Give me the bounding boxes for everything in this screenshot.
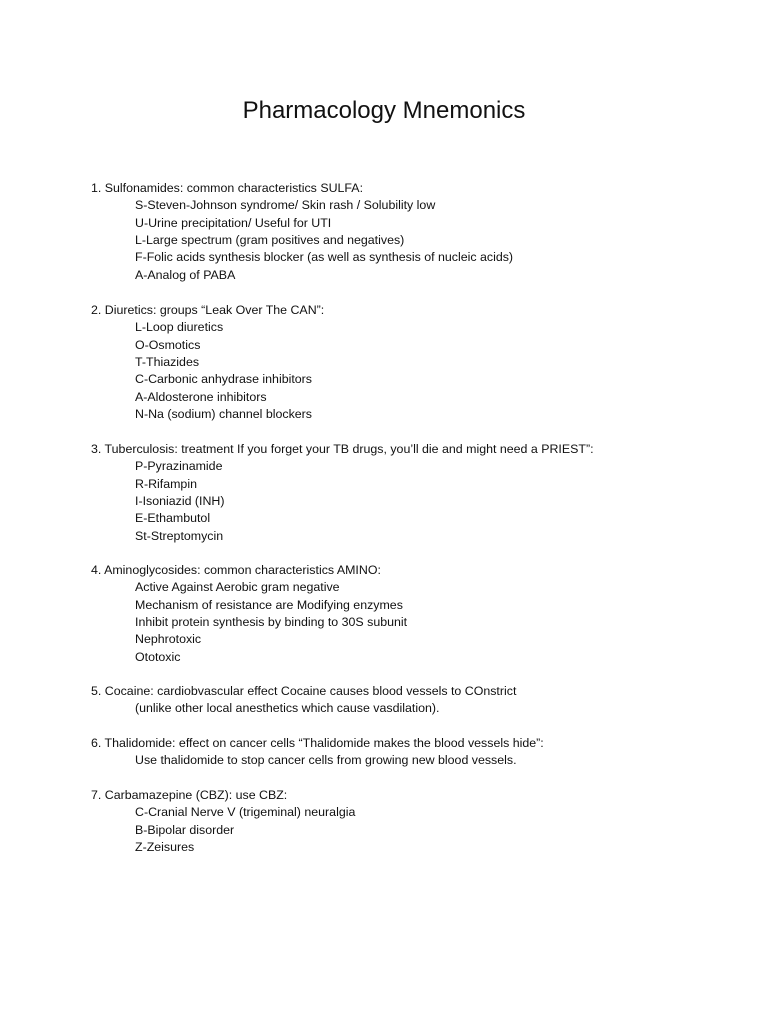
list-item: T-Thiazides: [135, 354, 200, 369]
list-item: Active Against Aerobic gram negative: [135, 580, 340, 595]
list-item: E-Ethambutol: [135, 511, 211, 526]
page-title: Pharmacology Mnemonics: [242, 97, 526, 124]
list-item: B-Bipolar disorder: [135, 822, 235, 837]
list-item: A-Analog of PABA: [135, 267, 236, 282]
list-item: St-Streptomycin: [135, 528, 224, 543]
list-item: N-Na (sodium) channel blockers: [135, 406, 312, 421]
list-item: Use thalidomide to stop cancer cells from growing new blood vessels.: [135, 753, 517, 768]
section-heading: 5. Cocaine: cardiobvascular effect Cocaine causes blood vessels to COnstrict: [91, 684, 517, 698]
list-item: Nephrotoxic: [135, 632, 202, 647]
list-item: L-Loop diuretics: [135, 320, 224, 335]
section-heading: 2. Diuretics: groups “Leak Over The CAN”:: [91, 303, 325, 317]
list-item: I-Isoniazid (INH): [135, 493, 225, 508]
list-item: R-Rifampin: [135, 476, 197, 491]
list-item: F-Folic acids synthesis blocker (as well as synthesis of nucleic acids): [135, 250, 514, 265]
list-item: S-Steven-Johnson syndrome/ Skin rash / Solubility low: [135, 198, 436, 213]
section-heading: 4. Aminoglycosides: common characteristics AMINO:: [91, 563, 381, 577]
section-heading: 1. Sulfonamides: common characteristics SULFA:: [91, 181, 364, 195]
list-item: P-Pyrazinamide: [135, 459, 223, 474]
list-item: C-Carbonic anhydrase inhibitors: [135, 372, 312, 387]
list-item: Inhibit protein synthesis by binding to 30S subunit: [135, 614, 408, 629]
list-item: U-Urine precipitation/ Useful for UTI: [135, 215, 332, 230]
list-item: Mechanism of resistance are Modifying enzymes: [135, 597, 403, 612]
section-heading: 3. Tuberculosis: treatment If you forget your TB drugs, you’ll die and might need a PRIEST”:: [91, 442, 594, 456]
list-item: O-Osmotics: [135, 337, 201, 352]
list-item: A-Aldosterone inhibitors: [135, 389, 267, 404]
list-item: C-Cranial Nerve V (trigeminal) neuralgia: [135, 805, 356, 820]
list-item: Z-Zeisures: [135, 839, 195, 854]
list-item: Ototoxic: [135, 649, 181, 664]
section-heading: 6. Thalidomide: effect on cancer cells “Thalidomide makes the blood vessels hide”:: [91, 736, 544, 750]
list-item: L-Large spectrum (gram positives and negatives): [135, 232, 405, 247]
section-heading: 7. Carbamazepine (CBZ): use CBZ:: [91, 788, 288, 802]
list-item: (unlike other local anesthetics which cause vasdilation).: [135, 701, 440, 716]
